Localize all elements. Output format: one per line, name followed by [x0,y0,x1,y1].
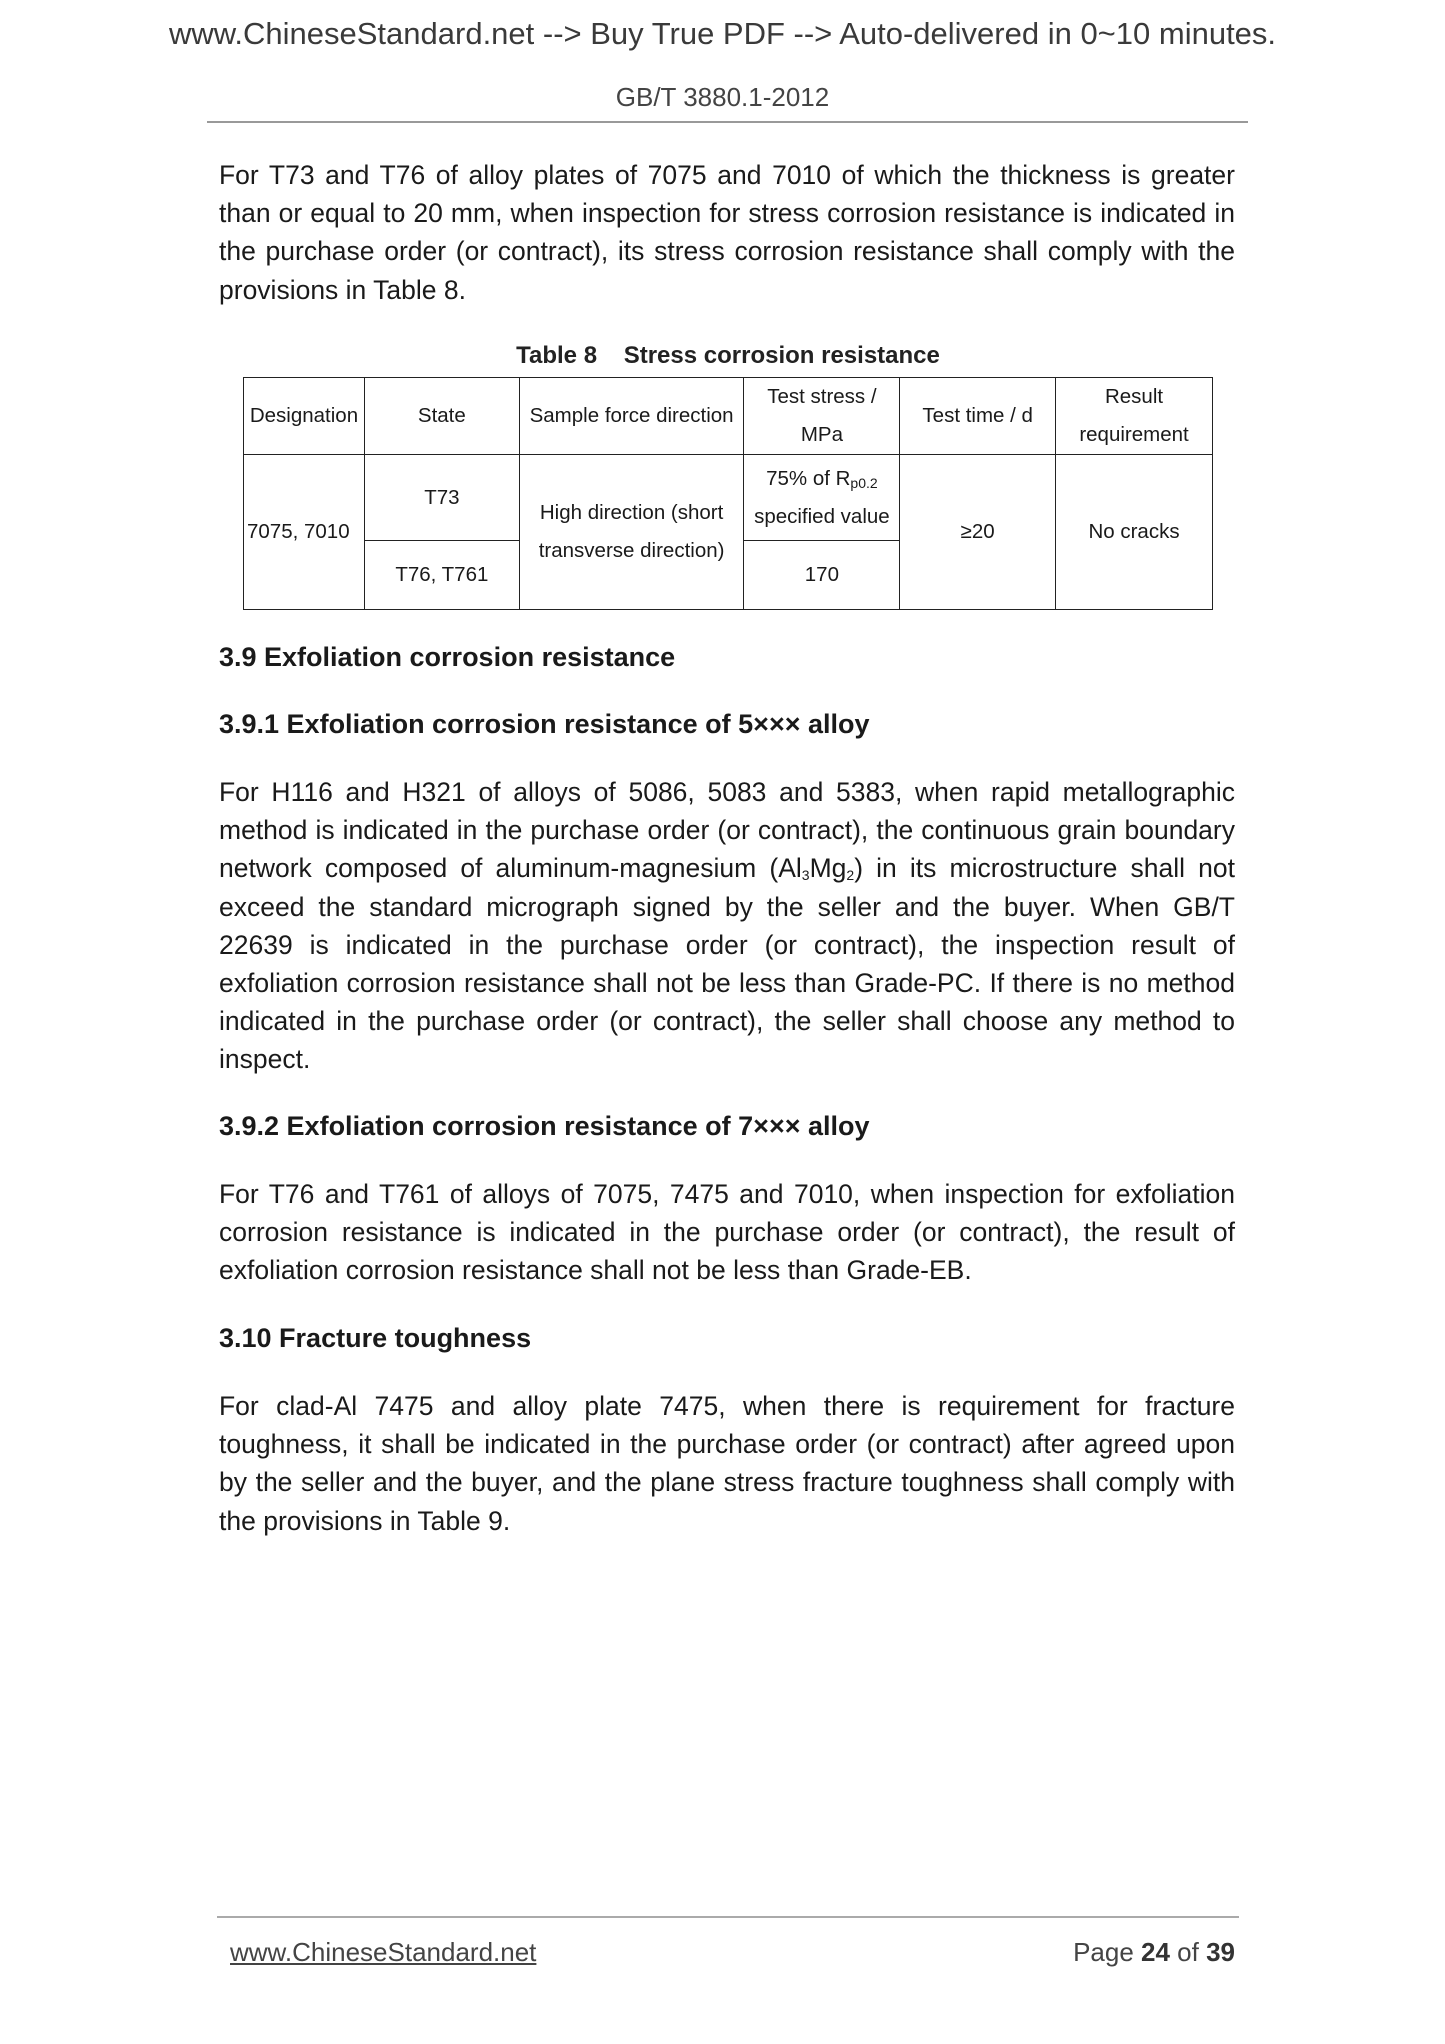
paragraph-3-9-2: For T76 and T761 of alloys of 7075, 7475 and 7010, when inspection for exfoliation corrosion resistance is indicated in the purchase order (or contract), the result of exfoliation corrosion resistance shall not be less than Grade-EB. [219,1179,1235,1286]
cell-state-t73: T73 [364,455,519,541]
header-result-l1: Result [1104,385,1164,408]
direction-l1: High direction (short [539,501,724,524]
header-state: State [364,378,519,455]
text-part: Mg [809,853,847,884]
header-test-stress [744,378,900,455]
cell-state-t76: T76, T761 [364,541,519,610]
stress-sub: p0.2 [850,474,878,491]
cell-designation: 7075, 7010 [244,455,365,610]
page-total: 39 [1206,1937,1235,1967]
header-test-time: Test time / d [900,378,1056,455]
heading-3-10: 3.10 Fracture toughness [219,1323,532,1353]
table-row [244,455,1213,541]
subscript: 2 [846,867,855,884]
intro-paragraph: For T73 and T76 of alloy plates of 7075 and 7010 of which the thickness is greater than or equal to 20 mm, when inspection for stress corrosion resistance is indicated in the purchase order (or contract), its stress corrosion resistance shall comply with the provisions in Table 8. [219,160,1235,305]
paragraph-3-9-1 [219,773,1235,1079]
page-of: of [1169,1937,1207,1967]
footer-divider [217,1916,1239,1918]
heading-3-9-2: 3.9.2 Exfoliation corrosion resistance of 7××× alloy [219,1111,870,1141]
page-prefix: Page [1073,1937,1142,1967]
direction-l2: transverse direction) [538,539,725,562]
paragraph-3-10: For clad-Al 7475 and alloy plate 7475, when there is requirement for fracture toughness, it shall be indicated in the purchase order (or contract) after agreed upon by the seller and the buyer, and the plane stress fracture toughness shall comply with the provisions in Table 9. [219,1391,1235,1536]
cell-stress-t76: 170 [744,541,900,610]
header-designation: Designation [244,378,365,455]
cell-test-time: ≥20 [900,455,1056,610]
text-part: For H116 and H321 of alloys of 5086, 5083 and 5383, when rapid metallographic method is indicated in the purchase order (or contract), the continuous grain boundary network composed of aluminum-magnesium (Al [219,777,1235,884]
table8-title: Table 8 Stress corrosion resistance [516,342,940,369]
cell-direction [519,455,744,610]
page-indicator [1073,1937,1235,1968]
page-current: 24 [1141,1937,1170,1967]
text-part: ) in its microstructure shall not exceed the standard micrograph signed by the seller and the buyer. When GB/T 22639 is indicated in the purchase order (or contract), the inspection result of exfoliation corrosion resistance shall not be less than Grade-PC. If there is no method indicated in the purchase order (or contract), the seller shall choose any method to inspect. [219,853,1236,1075]
heading-3-9-1: 3.9.1 Exfoliation corrosion resistance of 5××× alloy [219,709,870,739]
header-test-stress-l2: MPa [800,423,843,446]
heading-3-9: 3.9 Exfoliation corrosion resistance [219,642,676,672]
table8 [243,377,1213,610]
header-result-l2: requirement [1079,423,1189,446]
header-result [1056,378,1213,455]
cell-result: No cracks [1056,455,1213,610]
footer-link[interactable]: www.ChineseStandard.net [230,1937,537,1967]
header-banner: www.ChineseStandard.net --> Buy True PDF --> Auto-delivered in 0~10 minutes. [168,16,1277,51]
stress-prefix: 75% of R [766,466,851,490]
stress-l2: specified value [754,504,890,528]
header-test-stress-l1: Test stress / [767,385,877,408]
standard-number: GB/T 3880.1-2012 [615,82,830,112]
header-direction: Sample force direction [519,378,744,455]
table-header-row [244,378,1213,455]
header-divider [207,121,1248,123]
subscript: 3 [801,867,810,884]
cell-stress-t73 [744,455,900,541]
